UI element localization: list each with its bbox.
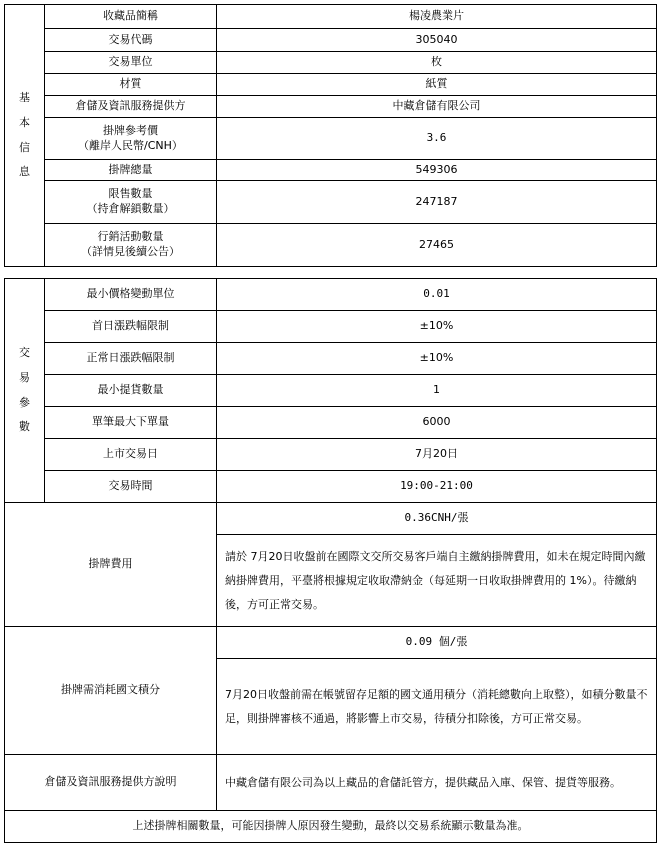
label-points: 掛牌需消耗國文積分 [5,627,217,755]
value-marketing-quantity: 27465 [217,224,657,267]
value-restricted-quantity: 247187 [217,181,657,224]
value-provider-desc: 中藏倉儲有限公司為以上藏品的倉儲託管方，提供藏品入庫、保管、提貨等服務。 [217,755,657,811]
label-reference-price: 掛牌參考價 （離岸人民幣/CNH） [45,118,217,160]
label-provider-desc: 倉儲及資訊服務提供方說明 [5,755,217,811]
label-listing-date: 上市交易日 [45,439,217,471]
footer-note: 上述掛牌相關數量，可能因掛牌人原因發生變動，最終以交易系統顯示數量為准。 [5,811,657,843]
note-points: 7月20日收盤前需在帳號留存足額的國文通用積分（消耗總數向上取整），如積分數量不足，則掛牌審核不通過，將影響上市交易，待積分扣除後，方可正常交易。 [217,659,657,755]
table-row [5,118,657,160]
table-row [5,52,657,74]
label-trade-hours: 交易時間 [45,471,217,503]
value-first-day-limit: ±10% [217,311,657,343]
table-row [5,160,657,181]
table-row [5,5,657,29]
label-max-order: 單筆最大下單量 [45,407,217,439]
label-min-tick: 最小價格變動單位 [45,279,217,311]
label-normal-day-limit: 正常日漲跌幅限制 [45,343,217,375]
trade-params-table [4,278,657,503]
table-row [5,181,657,224]
value-min-pickup: 1 [217,375,657,407]
value-short-name: 楊凌農業片 [217,5,657,29]
value-max-order: 6000 [217,407,657,439]
table-row [5,279,657,311]
fees-table [4,502,657,843]
value-listing-date: 7月20日 [217,439,657,471]
label-marketing-quantity: 行銷活動數量 （詳情見後續公告） [45,224,217,267]
label-provider: 倉儲及資訊服務提供方 [45,96,217,118]
table-row [5,96,657,118]
table-row [5,311,657,343]
section-title-basic: 基 本 信 息 [5,5,45,267]
value-trade-hours: 19:00-21:00 [217,471,657,503]
table-row [5,811,657,843]
label-first-day-limit: 首日漲跌幅限制 [45,311,217,343]
note-listing-fee: 請於 7月20日收盤前在國際文交所交易客戶端自主繳納掛牌費用，如未在規定時間內繳納掛牌費用，平臺將根據規定收取滯納金（每延期一日收取掛牌費用的 1%）。待繳納後，方可正常交易。 [217,535,657,627]
table-row [5,224,657,267]
table-row [5,375,657,407]
value-listing-fee: 0.36CNH/張 [217,503,657,535]
table-row [5,503,657,535]
table-row [5,343,657,375]
label-listing-fee: 掛牌費用 [5,503,217,627]
value-provider: 中藏倉儲有限公司 [217,96,657,118]
label-material: 材質 [45,74,217,96]
table-row [5,29,657,52]
value-min-tick: 0.01 [217,279,657,311]
label-short-name: 收藏品簡稱 [45,5,217,29]
section-title-trade: 交 易 參 數 [5,279,45,503]
value-trade-code: 305040 [217,29,657,52]
table-row [5,74,657,96]
table-row [5,471,657,503]
value-reference-price: 3.6 [217,118,657,160]
label-restricted-quantity: 限售數量 （持倉解鎖數量） [45,181,217,224]
label-total-listing: 掛牌總量 [45,160,217,181]
label-trade-code: 交易代碼 [45,29,217,52]
table-row [5,407,657,439]
collectible-info-table [4,4,657,267]
table-row [5,755,657,811]
value-trade-unit: 枚 [217,52,657,74]
table-row [5,627,657,659]
label-min-pickup: 最小提貨數量 [45,375,217,407]
value-material: 紙質 [217,74,657,96]
label-trade-unit: 交易單位 [45,52,217,74]
value-total-listing: 549306 [217,160,657,181]
value-points: 0.09 個/張 [217,627,657,659]
table-row [5,439,657,471]
value-normal-day-limit: ±10% [217,343,657,375]
